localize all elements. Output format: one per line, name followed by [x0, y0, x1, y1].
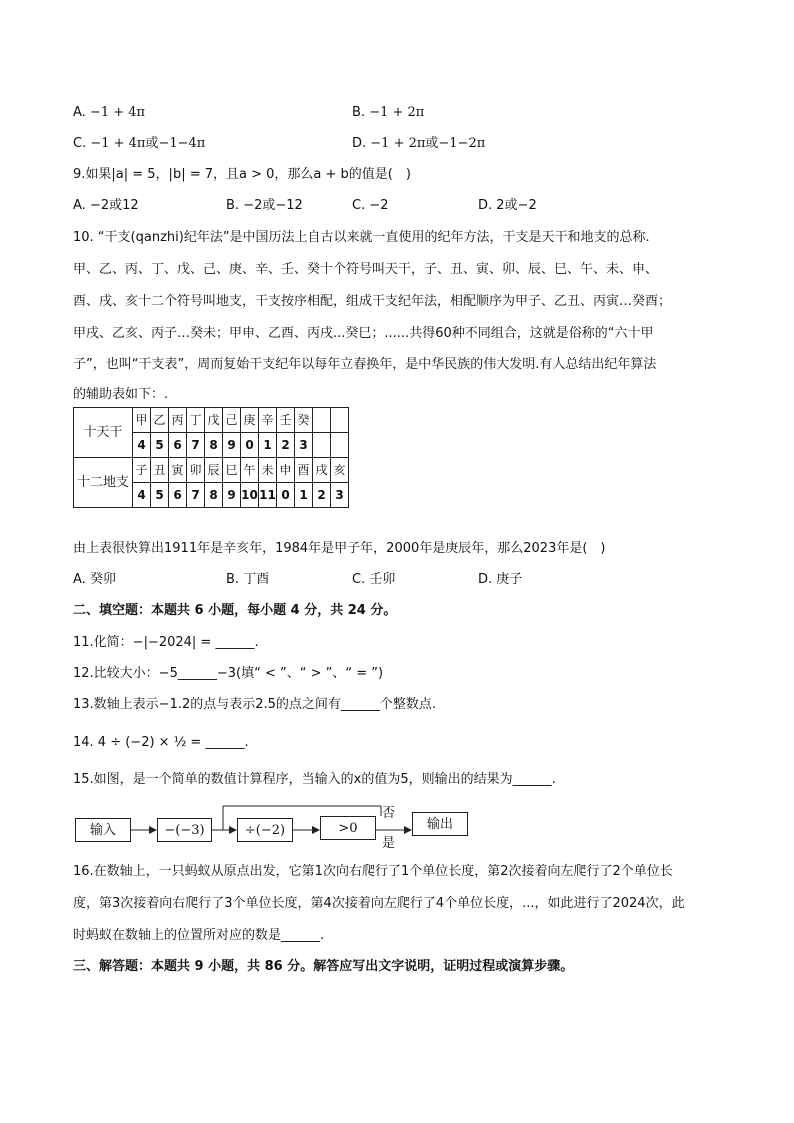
- branch-num-cell: 9: [223, 483, 241, 508]
- section-3-heading: 三、解答题：本题共 9 小题，共 86 分。解答应写出文字说明，证明过程或演算步骤。: [73, 959, 574, 974]
- q10-line-5: 子”，也叫“干支表”，周而复始干支纪年以每年立春换年，是中华民族的伟大发明.有人总结出纪年算法: [73, 357, 657, 372]
- q16-line-1: 16.在数轴上，一只蚂蚁从原点出发，它第1次向右爬行了1个单位长度，第2次接着向左爬行了2个单位长: [73, 864, 673, 879]
- stem-cell: 己: [223, 408, 241, 433]
- stem-num-cell: 3: [295, 433, 313, 458]
- branch-num-cell: 7: [187, 483, 205, 508]
- q10-option-a: A. 癸卯: [73, 572, 116, 587]
- flow-output-box: 输出: [412, 812, 468, 836]
- branch-cell: 酉: [295, 458, 313, 483]
- branch-cell: 寅: [169, 458, 187, 483]
- branch-cell: 卯: [187, 458, 205, 483]
- section-2-heading: 二、填空题：本题共 6 小题，每小题 4 分，共 24 分。: [73, 603, 397, 618]
- stem-cell: 乙: [151, 408, 169, 433]
- stem-num-cell: 1: [259, 433, 277, 458]
- branch-cell: 丑: [151, 458, 169, 483]
- stem-num-cell: 0: [241, 433, 259, 458]
- branch-cell: 午: [241, 458, 259, 483]
- q8-option-b: B. −1 + 2π: [352, 105, 425, 120]
- branch-num-cell: 1: [295, 483, 313, 508]
- q14: 14. 4 ÷ (−2) × ½ = ______.: [73, 735, 249, 750]
- stem-num-cell: [313, 433, 331, 458]
- stem-num-cell: 7: [187, 433, 205, 458]
- q10-line-3: 酉、戌、亥十二个符号叫地支，干支按序相配，组成干支纪年法，相配顺序为甲子、乙丑、丙寅…癸酉；: [73, 294, 672, 309]
- ganzhi-table: [73, 407, 349, 508]
- stem-num-cell: 8: [205, 433, 223, 458]
- branch-cell: 子: [133, 458, 151, 483]
- stem-cell: [331, 408, 349, 433]
- q10-option-b: B. 丁酉: [226, 572, 270, 587]
- q8-option-d: D. −1 + 2π或−1−2π: [352, 136, 486, 151]
- stem-cell: 戊: [205, 408, 223, 433]
- branch-cell: 申: [277, 458, 295, 483]
- q9-stem: 9.如果|a| = 5，|b| = 7，且a > 0，那么a + b的值是( ): [73, 167, 411, 182]
- q9-option-c: C. −2: [352, 198, 389, 213]
- q10-line-1: 10. “干支(qanzhi)纪年法”是中国历法上自古以来就一直使用的纪年方法，干支是天干和地支的总称.: [73, 230, 650, 245]
- branch-cell: 辰: [205, 458, 223, 483]
- branch-cell: 亥: [331, 458, 349, 483]
- stem-num-cell: [331, 433, 349, 458]
- branch-num-cell: 5: [151, 483, 169, 508]
- branch-num-cell: 6: [169, 483, 187, 508]
- stem-num-cell: 2: [277, 433, 295, 458]
- q10-line-2: 甲、乙、丙、丁、戊、己、庚、辛、壬、癸十个符号叫天干，子、丑、寅、卯、辰、巳、午、未、申、: [73, 262, 659, 277]
- branch-num-cell: 0: [277, 483, 295, 508]
- q12: 12.比较大小：−5______−3(填“ < ”、“ > ”、“ = ”): [73, 666, 384, 681]
- stem-cell: 壬: [277, 408, 295, 433]
- branch-cell: 巳: [223, 458, 241, 483]
- stem-num-cell: 9: [223, 433, 241, 458]
- stem-cell: 庚: [241, 408, 259, 433]
- flow-step1-box: −(−3): [157, 818, 212, 842]
- branches-label: 十二地支: [74, 458, 133, 508]
- q15-flowchart: [73, 804, 473, 856]
- stems-label: 十天干: [74, 408, 133, 458]
- table-row: [74, 458, 349, 483]
- q13: 13.数轴上表示−1.2的点与表示2.5的点之间有______个整数点.: [73, 697, 437, 712]
- branch-num-cell: 3: [331, 483, 349, 508]
- branch-cell: 戌: [313, 458, 331, 483]
- branch-num-cell: 11: [259, 483, 277, 508]
- q9-option-a: A. −2或12: [73, 198, 139, 213]
- q16-line-3: 时蚂蚁在数轴上的位置所对应的数是______.: [73, 928, 325, 943]
- q10-question: 由上表很快算出1911年是辛亥年，1984年是甲子年，2000年是庚辰年，那么2023年是( ): [73, 541, 606, 556]
- flow-no-label: 否: [382, 806, 396, 821]
- stem-num-cell: 5: [151, 433, 169, 458]
- stem-cell: 辛: [259, 408, 277, 433]
- branch-num-cell: 4: [133, 483, 151, 508]
- q10-option-d: D. 庚子: [478, 572, 523, 587]
- stem-cell: 丙: [169, 408, 187, 433]
- q16-line-2: 度，第3次接着向右爬行了3个单位长度，第4次接着向左爬行了4个单位长度，...，如此进行了2024次，此: [73, 896, 685, 911]
- q10-option-c: C. 壬卯: [352, 572, 396, 587]
- stem-num-cell: 4: [133, 433, 151, 458]
- q8-option-c: C. −1 + 4π或−1−4π: [73, 136, 206, 151]
- branch-num-cell: 2: [313, 483, 331, 508]
- q8-option-a: A. −1 + 4π: [73, 105, 146, 120]
- stem-cell: 甲: [133, 408, 151, 433]
- q10-line-6: 的辅助表如下：.: [73, 387, 169, 402]
- q15-stem: 15.如图，是一个简单的数值计算程序，当输入的x的值为5，则输出的结果为______.: [73, 772, 556, 787]
- branch-cell: 未: [259, 458, 277, 483]
- stem-num-cell: 6: [169, 433, 187, 458]
- flow-step2-box: ÷(−2): [237, 818, 293, 842]
- stem-cell: 丁: [187, 408, 205, 433]
- q11: 11.化简：−|−2024| = ______.: [73, 635, 259, 650]
- q10-line-4: 甲戌、乙亥、丙子…癸未；甲申、乙酉、丙戌...癸巳；......共得60种不同组合，这就是俗称的“六十甲: [73, 326, 654, 341]
- table-row: [74, 408, 349, 433]
- branch-num-cell: 10: [241, 483, 259, 508]
- branch-num-cell: 8: [205, 483, 223, 508]
- stem-cell: 癸: [295, 408, 313, 433]
- q9-option-b: B. −2或−12: [226, 198, 303, 213]
- q9-option-d: D. 2或−2: [478, 198, 537, 213]
- flow-yes-label: 是: [382, 836, 396, 851]
- flow-input-box: 输入: [75, 818, 131, 842]
- stem-cell: [313, 408, 331, 433]
- flow-check-box: >0: [320, 816, 376, 840]
